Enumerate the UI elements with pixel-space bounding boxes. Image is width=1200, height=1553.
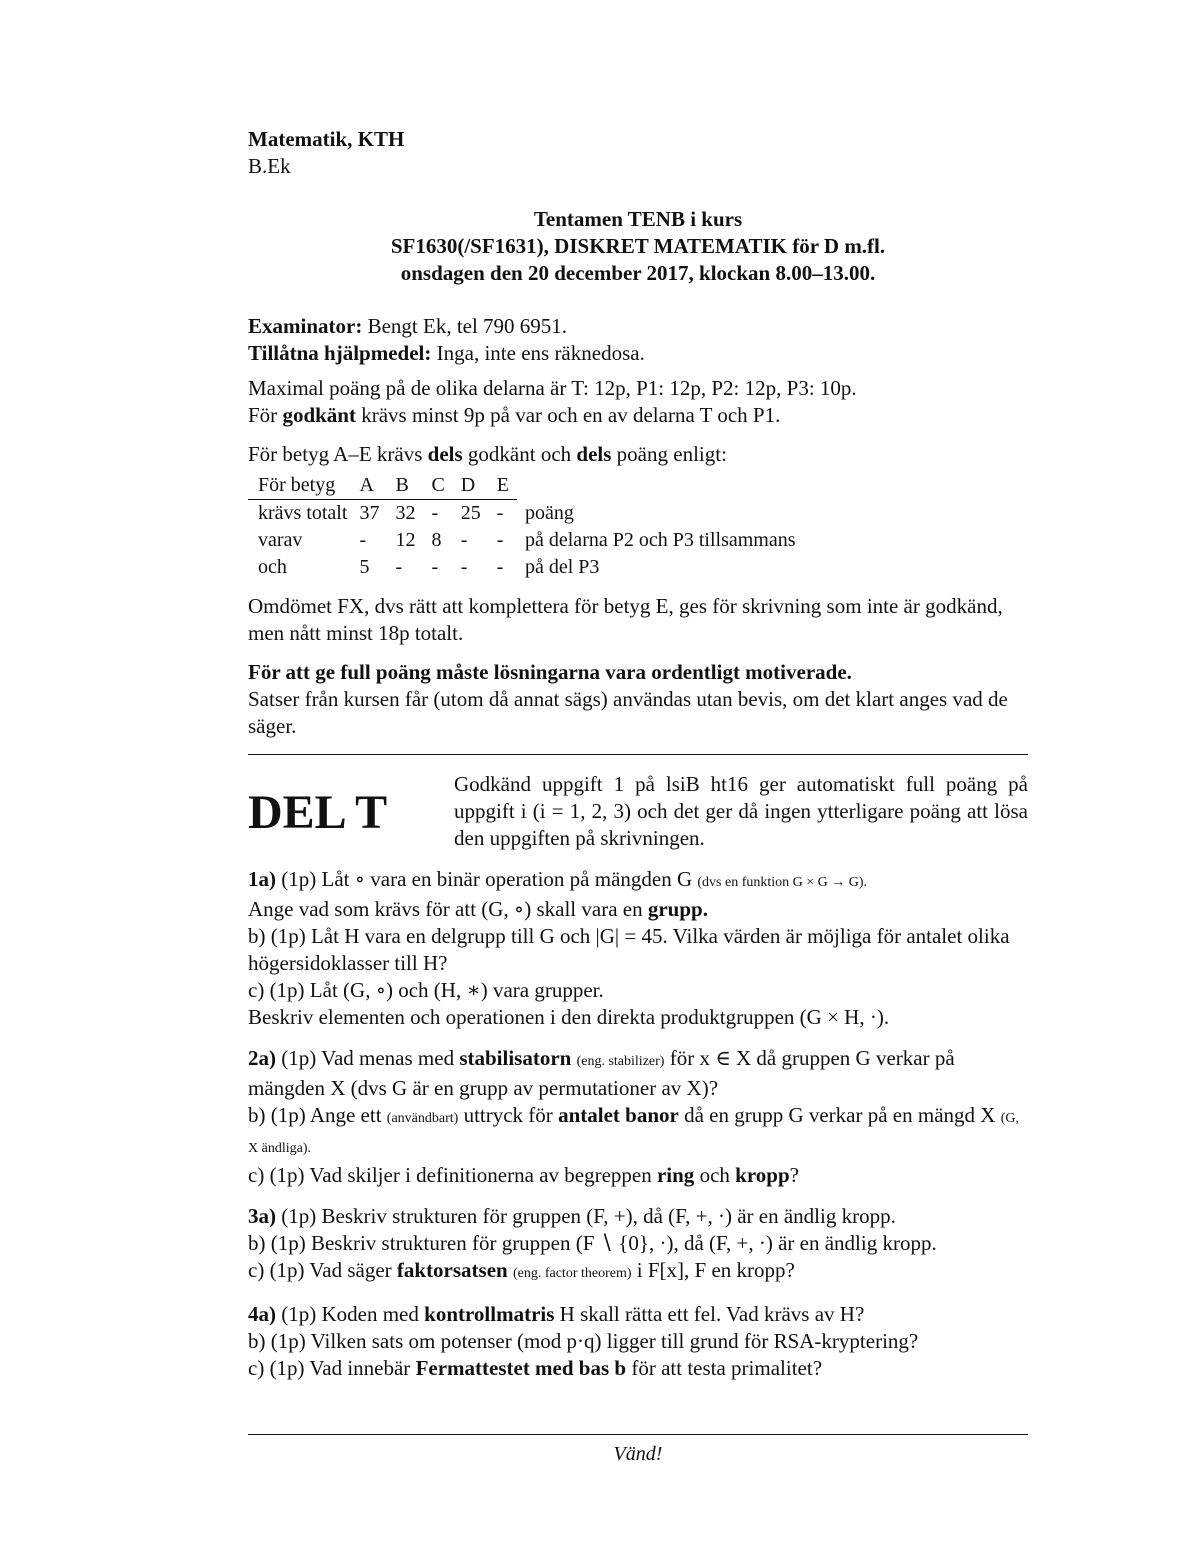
table-cell: - bbox=[496, 556, 504, 578]
motivation-bold: För att ge full poäng måste lösningarna vara ordentligt motiverade. bbox=[248, 660, 852, 684]
q4c-bold: Fermattestet med bas b bbox=[415, 1356, 627, 1380]
q2b bbox=[248, 1102, 1028, 1162]
question-4 bbox=[248, 1301, 1028, 1382]
del-t-title: DEL T bbox=[248, 786, 388, 839]
aids-value: Inga, inte ens räknedosa. bbox=[436, 341, 645, 365]
q3c-small: (eng. factor theorem) bbox=[512, 1266, 632, 1281]
row-label: varav bbox=[258, 529, 303, 551]
divider-bottom bbox=[248, 1434, 1028, 1435]
table-row bbox=[248, 500, 804, 528]
q1a-text-2: Ange vad som krävs för att (G, ∘) skall vara en bbox=[248, 897, 643, 921]
q1a-bold: grupp. bbox=[647, 897, 708, 921]
table-cell: 25 bbox=[460, 502, 481, 524]
author: B.Ek bbox=[248, 154, 291, 178]
table-cell: 8 bbox=[431, 529, 442, 551]
header-cell: C bbox=[423, 472, 452, 500]
table-cell: - bbox=[460, 529, 468, 551]
q4a-pre: (1p) Koden med bbox=[281, 1302, 419, 1326]
q2a-pre: (1p) Vad menas med bbox=[281, 1046, 455, 1070]
table-cell: - bbox=[496, 502, 504, 524]
q2c-post: ? bbox=[789, 1163, 799, 1187]
header-cell: B bbox=[387, 472, 423, 500]
q4b: b) (1p) Vilken sats om potenser (mod p·q) ligger till grund för RSA-kryptering? bbox=[248, 1329, 919, 1353]
header-cell: För betyg bbox=[248, 472, 351, 500]
pass-requirement bbox=[248, 402, 1028, 429]
turn-page-note: Vänd! bbox=[613, 1443, 663, 1465]
table-row bbox=[248, 554, 804, 581]
q2a-small: (eng. stabilizer) bbox=[576, 1054, 665, 1069]
q4a bbox=[248, 1301, 1028, 1328]
exam-title bbox=[248, 206, 1028, 287]
q2b-bold: antalet banor bbox=[558, 1103, 679, 1127]
aids-line bbox=[248, 340, 1028, 367]
row-label: och bbox=[258, 556, 287, 578]
aids-label: Tillåtna hjälpmedel: bbox=[248, 341, 432, 365]
table-cell: 37 bbox=[359, 502, 380, 524]
q4a-bold: kontrollmatris bbox=[424, 1302, 555, 1326]
pass-post: krävs minst 9p på var och en av delarna T och P1. bbox=[361, 403, 781, 427]
grading-intro-2: godkänt och bbox=[467, 442, 572, 466]
q4c-pre: c) (1p) Vad innebär bbox=[248, 1356, 411, 1380]
q2a bbox=[248, 1045, 1028, 1102]
header-cell: E bbox=[489, 472, 517, 500]
del-t-section bbox=[248, 771, 1028, 852]
q1a-small: (dvs en funktion G × G → G). bbox=[697, 875, 868, 890]
q4c-post: för att testa primalitet? bbox=[631, 1356, 823, 1380]
row-label: krävs totalt bbox=[258, 502, 348, 524]
title-line-1: Tentamen TENB i kurs bbox=[533, 207, 743, 231]
page-footer bbox=[248, 1434, 1028, 1466]
q3b: b) (1p) Beskriv strukturen för gruppen (F ∖ {0}, ·), då (F, +, ·) är en ändlig kropp. bbox=[248, 1231, 937, 1255]
q2b-post: då en grupp G verkar på en mängd X bbox=[684, 1103, 996, 1127]
divider-top bbox=[248, 754, 1028, 755]
header-spacer bbox=[517, 472, 804, 500]
examinator-line bbox=[248, 313, 1028, 340]
table-cell: - bbox=[496, 529, 504, 551]
pass-pre: För bbox=[248, 403, 278, 427]
fx-rule: Omdömet FX, dvs rätt att komplettera för betyg E, ges för skrivning som inte är godkänd, men nått minst 18p totalt. bbox=[248, 594, 1003, 645]
examinator-value: Bengt Ek, tel 790 6951. bbox=[367, 314, 568, 338]
table-cell: - bbox=[460, 556, 468, 578]
institution: Matematik, KTH bbox=[248, 127, 405, 151]
title-line-2: SF1630(/SF1631), DISKRET MATEMATIK för D m.fl. bbox=[390, 234, 886, 258]
grading-intro-3: poäng enligt: bbox=[616, 442, 727, 466]
grading-table-header bbox=[248, 472, 804, 500]
table-cell: - bbox=[431, 556, 439, 578]
table-cell: - bbox=[431, 502, 439, 524]
q1a-text: (1p) Låt ∘ vara en binär operation på mängden G bbox=[281, 867, 693, 891]
table-cell: 12 bbox=[395, 529, 416, 551]
q1b: b) (1p) Låt H vara en delgrupp till G och |G| = 45. Vilka värden är möjliga för antalet olika högersidoklasser till H? bbox=[248, 924, 1010, 975]
question-3 bbox=[248, 1203, 1028, 1287]
title-line-3: onsdagen den 20 december 2017, klockan 8.00–13.00. bbox=[400, 261, 876, 285]
q2b-pre: b) (1p) Ange ett bbox=[248, 1103, 382, 1127]
q2a-post: för x ∈ X då gruppen G verkar på mängden X (dvs G är en grupp av permutationer av X)? bbox=[248, 1046, 955, 1100]
q1c: c) (1p) Låt (G, ∘) och (H, ∗) vara grupper. bbox=[248, 978, 604, 1002]
grading-intro-1: För betyg A–E krävs bbox=[248, 442, 423, 466]
q3a-label: 3a) bbox=[248, 1204, 276, 1228]
table-row bbox=[248, 527, 804, 554]
table-cell: - bbox=[359, 529, 367, 551]
q3a-text: (1p) Beskriv strukturen för gruppen (F, +), då (F, +, ·) är en ändlig kropp. bbox=[281, 1204, 896, 1228]
q2a-bold: stabilisatorn bbox=[459, 1046, 572, 1070]
grading-dels-1: dels bbox=[427, 442, 463, 466]
q4a-label: 4a) bbox=[248, 1302, 276, 1326]
q2c-pre: c) (1p) Vad skiljer i definitionerna av begreppen bbox=[248, 1163, 652, 1187]
q2b-small: (användbart) bbox=[386, 1111, 459, 1126]
q2c-bold-1: ring bbox=[656, 1163, 695, 1187]
q3c-bold: faktorsatsen bbox=[396, 1258, 508, 1282]
q2c-bold-2: kropp bbox=[735, 1163, 790, 1187]
motivation bbox=[248, 659, 1028, 740]
q4c bbox=[248, 1355, 1028, 1382]
motivation-text: Satser från kursen får (utom då annat sägs) användas utan bevis, om det klart anges vad de säger. bbox=[248, 687, 1008, 738]
q3c-post: i F[x], F en kropp? bbox=[636, 1258, 795, 1282]
row-note: på delarna P2 och P3 tillsammans bbox=[525, 529, 796, 551]
grading-dels-2: dels bbox=[576, 442, 612, 466]
max-points: Maximal poäng på de olika delarna är T: 12p, P1: 12p, P2: 12p, P3: 10p. bbox=[248, 376, 857, 400]
q3c-pre: c) (1p) Vad säger bbox=[248, 1258, 392, 1282]
q2c bbox=[248, 1162, 1028, 1189]
table-cell: 5 bbox=[359, 556, 370, 578]
header-cell: D bbox=[453, 472, 489, 500]
q3c bbox=[248, 1257, 1028, 1287]
q2b-small-2: (G, X ändliga). bbox=[248, 1111, 1019, 1156]
row-note: poäng bbox=[525, 501, 574, 524]
q3a bbox=[248, 1203, 1028, 1230]
q1a bbox=[248, 866, 1028, 896]
del-t-note: Godkänd uppgift 1 på lsiB ht16 ger automatiskt full poäng på uppgift i (i = 1, 2, 3) och det ger då ingen ytterligare poäng att lösa den uppgiften på skrivningen. bbox=[454, 772, 1028, 850]
table-cell: 32 bbox=[395, 502, 416, 524]
header-cell: A bbox=[351, 472, 387, 500]
question-2 bbox=[248, 1045, 1028, 1189]
grading-intro bbox=[248, 441, 1028, 468]
table-cell: - bbox=[395, 556, 403, 578]
q1c-line2: Beskriv elementen och operationen i den direkta produktgruppen (G × H, ·). bbox=[248, 1005, 890, 1029]
q4a-post: H skall rätta ett fel. Vad krävs av H? bbox=[559, 1302, 865, 1326]
grading-table bbox=[248, 472, 804, 581]
q1a-label: 1a) bbox=[248, 867, 276, 891]
q2a-label: 2a) bbox=[248, 1046, 276, 1070]
examinator-label: Examinator: bbox=[248, 314, 363, 338]
row-note: på del P3 bbox=[525, 556, 600, 578]
exam-page bbox=[248, 126, 1028, 1382]
pass-bold: godkänt bbox=[282, 403, 356, 427]
question-1 bbox=[248, 866, 1028, 1031]
q1a-line2 bbox=[248, 896, 1028, 923]
q2c-mid: och bbox=[699, 1163, 730, 1187]
exam-info bbox=[248, 313, 1028, 429]
q2b-mid: uttryck för bbox=[463, 1103, 553, 1127]
